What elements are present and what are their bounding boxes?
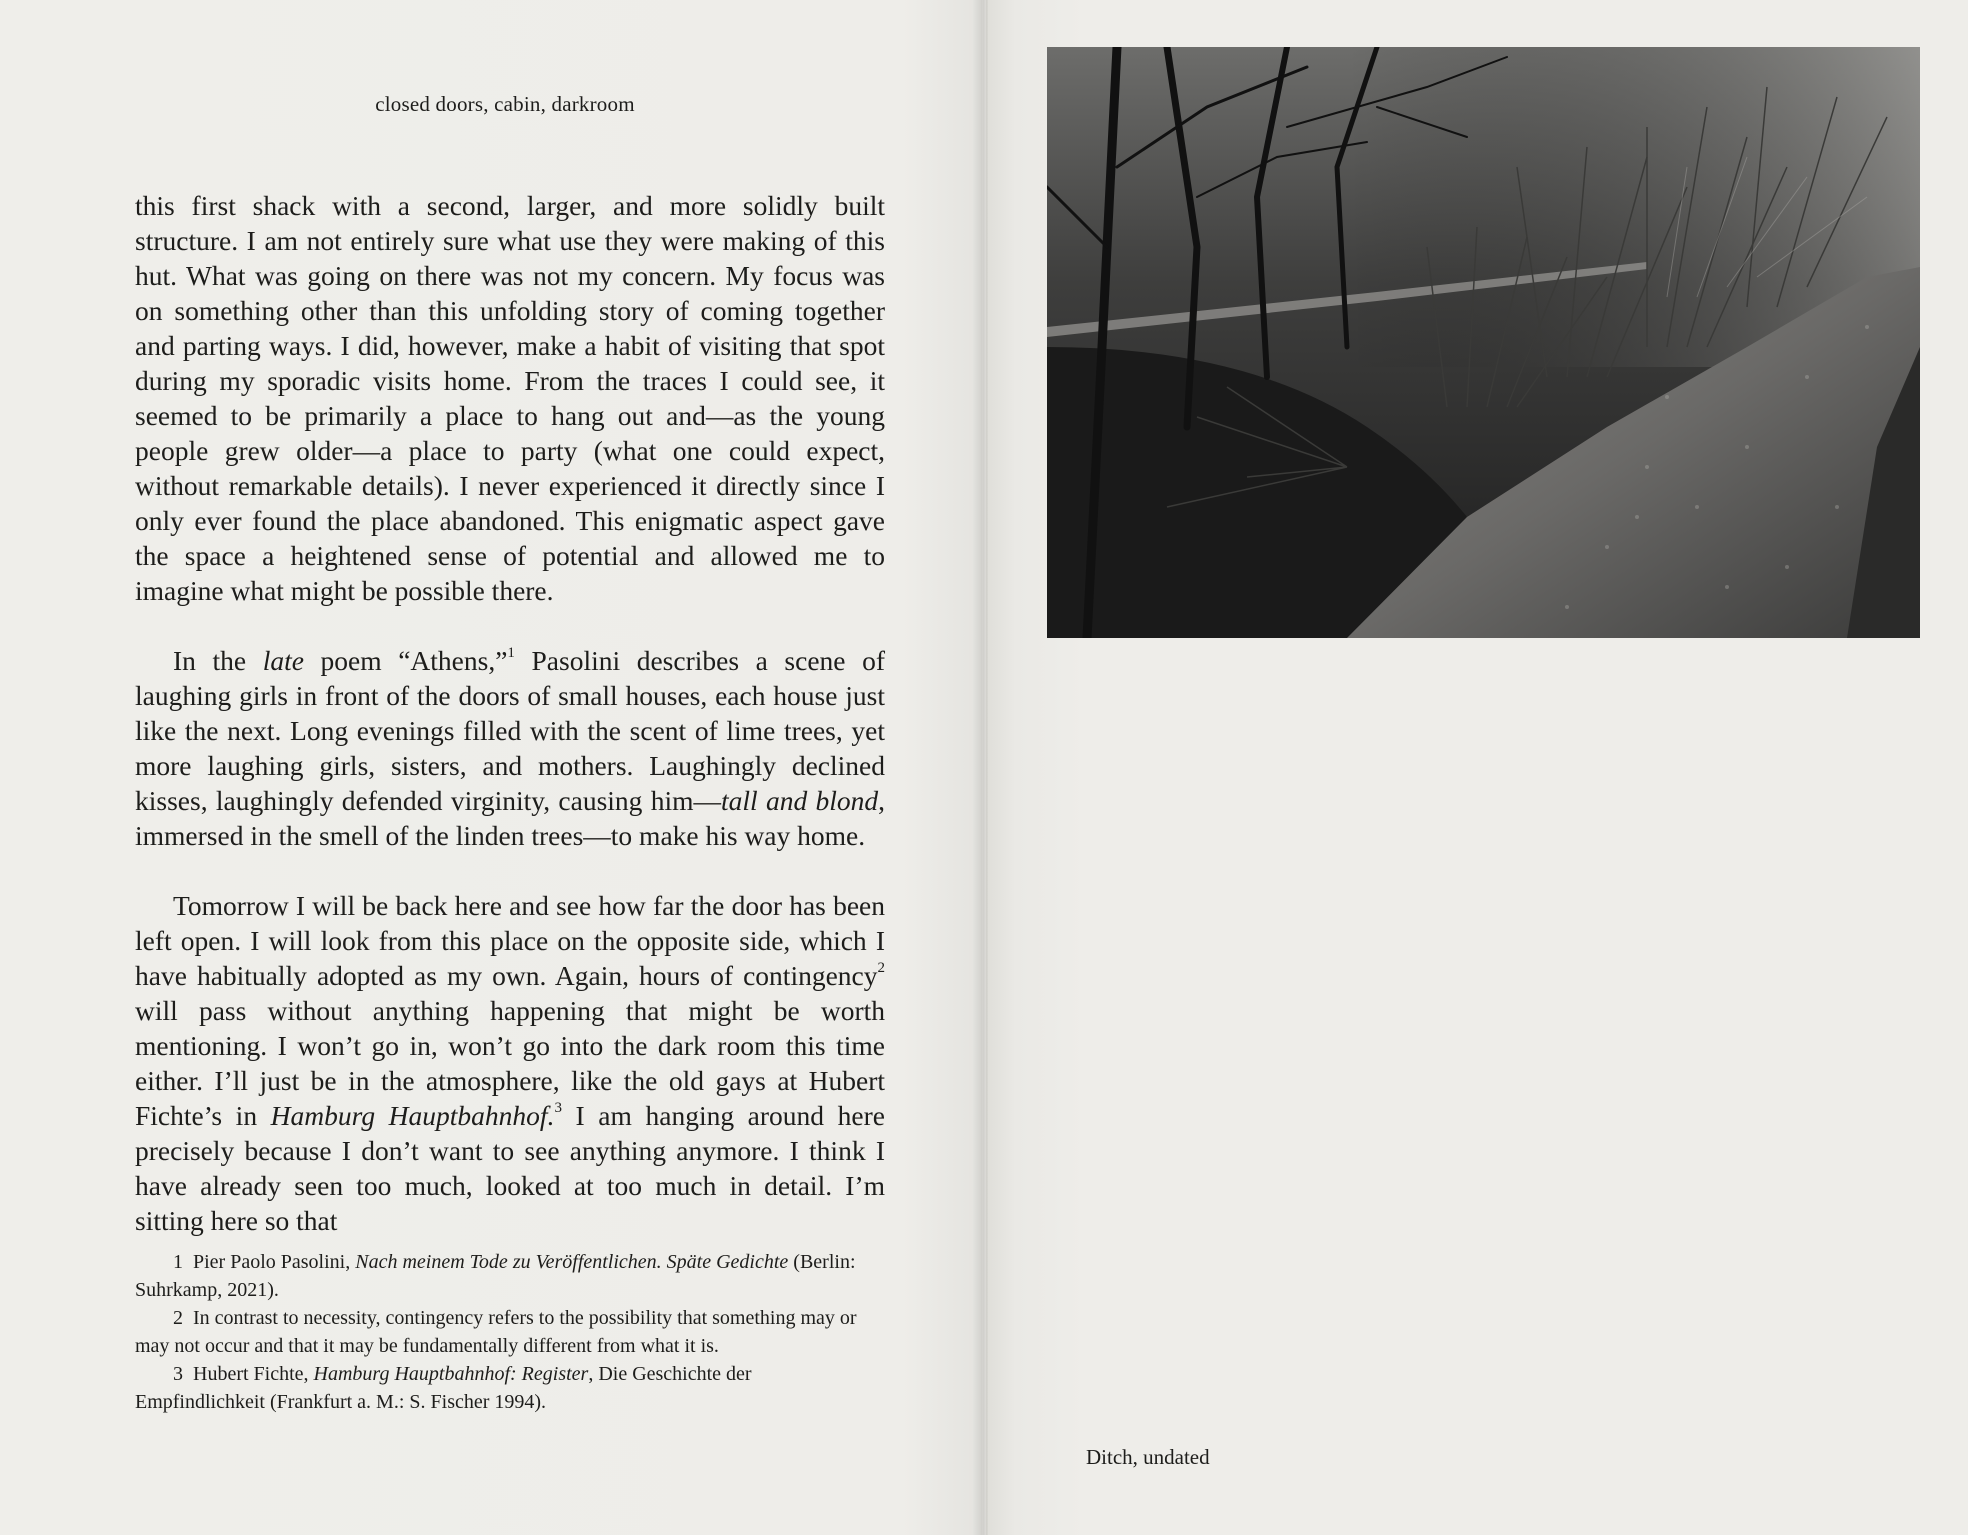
paragraph-3: Tomorrow I will be back here and see how far the door has been left open. I will look from this place on the opposite side, which I have habitually adopted as my own. Again, hours of contingency$^2$ will pass without anything happening that might be worth mentioning. I won’t go in, won’t go into the dark room this time either. I’ll just be in the atmosphere, like the old gays at Hubert Fichte’s in Hamburg Hauptbahnhof.$^3$ I am hanging around here precisely because I don’t want to see anything anymore. I think I have already seen too much, looked at too much in detail. I’m sitting here so that [135, 890, 885, 1236]
ditch-photograph [1047, 47, 1920, 638]
body-text [135, 188, 885, 1273]
footnote-3: 3 Hubert Fichte, Hamburg Hauptbahnhof: Register, Die Geschichte der Empfindlichkeit (Frankfurt a. M.: S. Fischer 1994). [135, 1363, 752, 1413]
footnote-ref-2[interactable]: 2 [877, 959, 885, 976]
footnote-ref-1[interactable]: 1 [507, 644, 515, 661]
paragraph-2: In the late poem “Athens,”$^1$ Pasolini describes a scene of laughing girls in front of the doors of small houses, each house just like the next. Long evenings filled with the scent of lime trees, yet more laughing girls, sisters, and mothers. Laughingly declined kisses, laughingly defended virginity, causing him—tall and blond, immersed in the smell of the linden trees—to make his way home. [135, 644, 886, 851]
footnote-1: 1 Pier Paolo Pasolini, Nach meinem Tode zu Veröffentlichen. Späte Gedichte (Berlin: Suhrkamp, 2021). [135, 1251, 856, 1301]
footnotes [135, 1248, 865, 1416]
running-head: closed doors, cabin, darkroom [375, 92, 635, 116]
footnote-ref-3[interactable]: 3 [554, 1099, 562, 1116]
paragraph-1: this first shack with a second, larger, and more solidly built structure. I am not entirely sure what use they were making of this hut. What was going on there was not my concern. My focus was on something other than this unfolding story of coming together and parting ways. I did, however, make a habit of visiting that spot during my sporadic visits home. From the traces I could see, it seemed to be primarily a place to hang out and—as the young people grew older—a place to party (what one could expect, without remarkable details). I never experienced it directly since I only ever found the place abandoned. This enigmatic aspect gave the space a heightened sense of potential and allowed me to imagine what might be possible there. [135, 190, 885, 606]
book-gutter [972, 0, 988, 1535]
photo-caption: Ditch, undated [1086, 1445, 1210, 1469]
footnote-2: 2 In contrast to necessity, contingency refers to the possibility that something may or may not occur and that it may be fundamentally different from what it is. [135, 1307, 857, 1357]
